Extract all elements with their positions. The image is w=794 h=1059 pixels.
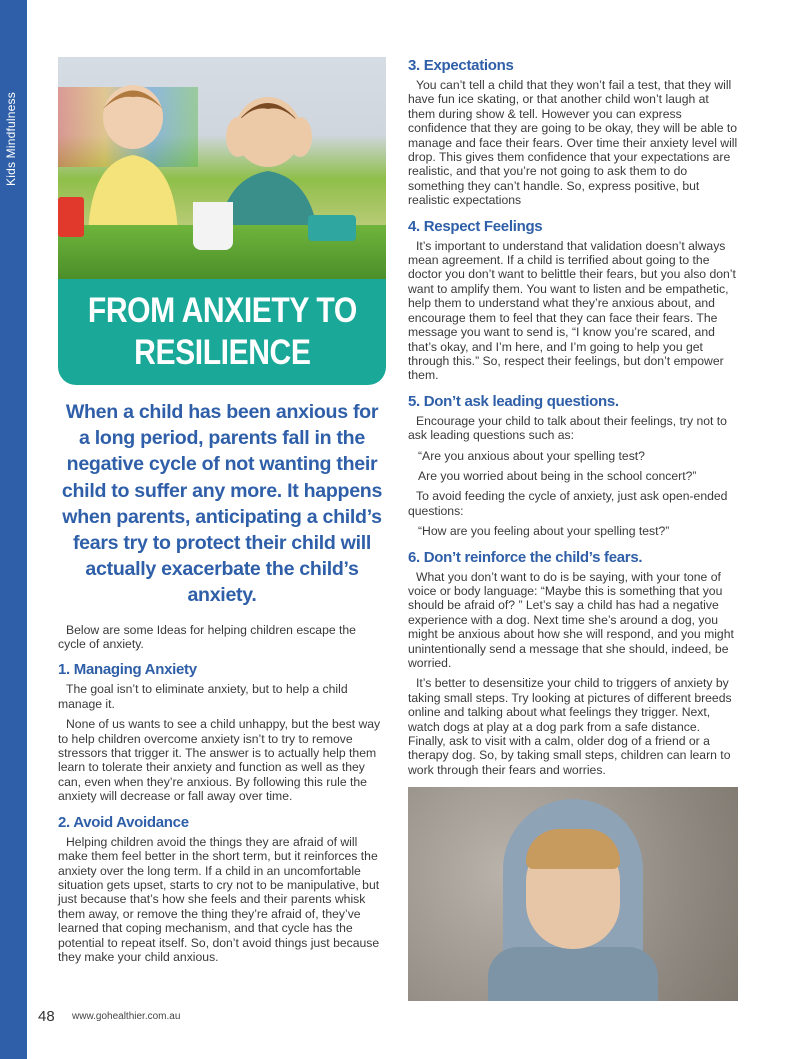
example-question: Are you worried about being in the school concert?” — [418, 468, 697, 483]
lead-paragraph: Below are some Ideas for helping children escape the cycle of anxiety. — [58, 622, 356, 652]
paragraph: Helping children avoid the things they are afraid of will make them feel better in the short term, but it reinforces the anxiety over the long term. If a child in an uncomfortable situation gets upset, starts to cry not to be manipulative, but just because that’s how she feels and their parents whisk them away, or remove the thing they’re afraid of, they’ve learned that coping mechanism, and that cycle has the potential to repeat itself. So, don’t avoid things just because they make your child anxious. — [58, 834, 380, 964]
example-question: “Are you anxious about your spelling test? — [418, 448, 645, 463]
boy-in-hoodie-photo — [408, 787, 738, 1001]
paragraph: You can’t tell a child that they won’t fail a test, that they will have fun ice skating, or that another child won’t laugh at them during show & tell. However you can express confidence that they are going to be okay, they will be able to manage and face their fears. Over time their anxiety level will drop. This gives them confidence that your expectations are realistic, and that you’re not going to ask them to do something they can’t handle. So, express positive, but realistic expectations — [408, 78, 738, 208]
pencil-cup — [58, 197, 84, 237]
title-line-2: RESILIENCE — [133, 333, 311, 372]
right-body-text — [408, 57, 738, 777]
paragraph: The goal isn’t to eliminate anxiety, but to help a child manage it. — [58, 682, 348, 711]
section-label: Kids Mindfulness — [4, 92, 18, 186]
right-column — [408, 57, 738, 783]
hero-block — [58, 57, 386, 385]
crayon-pot — [193, 202, 233, 250]
paragraph: It’s important to understand that validation doesn’t always mean agreement. If a child is terrified about going to the doctor you don’t want to belittle their fears, but you also don’t want to amplify them. You want to listen and be empathetic, help them to understand what they’re anxious about, and encourage them to feel that they can face their fears. The message you want to send is, “I know you’re scared, and that’s okay, and I’m here, and I’m going to help you get through this.” So, respect their feelings, but don’t empower them. — [408, 238, 736, 383]
website-url: www.gohealthier.com.au — [72, 1011, 181, 1022]
paragraph: What you don’t want to do is be saying, with your tone of voice or body language: “Maybe this is something that you should be afraid of? ” Let’s say a child has had a negative experience with a dog. Next time she’s around a dog, you might be anxious about how she will respond, and you might unintentionally send a message that she should, indeed, be worried. — [408, 569, 734, 670]
example-question: “How are you feeling about your spelling test?” — [418, 524, 670, 539]
intro-standfirst: When a child has been anxious for a long period, parents fall in the negative cycle of not wanting their child to suffer any more. It happens when parents, anticipating a child’s fears try to protect their child will actually exacerbate the child’s anxiety. — [61, 401, 383, 607]
heading-managing-anxiety: 1. Managing Anxiety — [58, 661, 197, 679]
boy-drawing-figure — [78, 77, 188, 237]
heading-avoid-avoidance: 2. Avoid Avoidance — [58, 813, 189, 831]
article-title — [88, 290, 357, 374]
paragraph: None of us wants to see a child unhappy, but the best way to help children overcome anxiety isn’t to try to remove stressors that trigger it. The answer is to actually help them learn to tolerate their anxiety and function as well as they can, even when they’re anxious. By following this rule the anxiety will decrease or fall away over time. — [58, 717, 381, 804]
paragraph: To avoid feeding the cycle of anxiety, just ask open-ended questions: — [408, 489, 728, 518]
building-blocks — [308, 215, 356, 241]
heading-expectations: 3. Expectations — [408, 57, 514, 74]
page-number: 48 — [38, 1008, 55, 1025]
left-body-text — [58, 623, 386, 965]
title-banner — [58, 279, 386, 385]
section-side-tab — [0, 0, 27, 1059]
heading-leading-questions: 5. Don’t ask leading questions. — [408, 392, 619, 410]
hoodie-body — [488, 947, 658, 1001]
left-column — [58, 57, 386, 970]
heading-reinforce-fears: 6. Don’t reinforce the child’s fears. — [408, 548, 643, 566]
page-footer — [38, 1008, 181, 1025]
children-classroom-photo — [58, 57, 386, 279]
paragraph: Encourage your child to talk about their feelings, try not to ask leading questions such as: — [408, 413, 727, 443]
paragraph: It’s better to desensitize your child to triggers of anxiety by taking small steps. Try looking at pictures of different breeds online and talking about what feelings they trigger. Next, watch dogs at play at a dog park from a safe distance. Finally, ask to visit with a calm, older dog of a friend or a therapy dog. So, by taking small steps, children can learn to work through their fears and worries. — [408, 676, 732, 777]
heading-respect-feelings: 4. Respect Feelings — [408, 217, 543, 235]
title-line-1: FROM ANXIETY TO — [87, 291, 357, 330]
child-hair — [526, 829, 620, 869]
